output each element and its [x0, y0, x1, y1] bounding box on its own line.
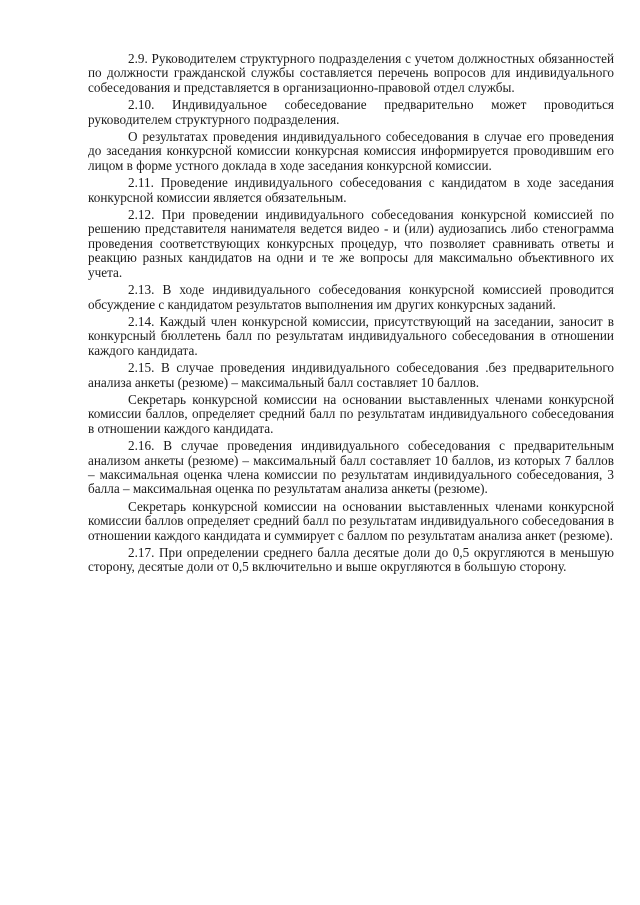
- paragraph-2-17: 2.17. При определении среднего балла десятые доли до 0,5 округляются в меньшую сторону, десятые доли от 0,5 включительно и выше округляются в большую сторону.: [88, 545, 614, 575]
- paragraph-2-10-results: О результатах проведения индивидуального собеседования в случае его проведения до заседания конкурсной комиссии конкурсная комиссия информируется проводившим его лицом в форме устного доклада в ходе заседания конкурсной комиссии.: [88, 129, 614, 173]
- paragraph-2-16: 2.16. В случае проведения индивидуального собеседования с предварительным анализом анкеты (резюме) – максимальный балл составляет 10 баллов, из которых 7 баллов – максимальная оценка члена комиссии по результатам индивидуального собеседования, 3 балла – максимальная оценка по результатам анализа анкеты (резюме).: [88, 438, 614, 497]
- paragraph-2-14: 2.14. Каждый член конкурсной комиссии, присутствующий на заседании, заносит в конкурсный бюллетень балл по результатам индивидуального собеседования в отношении каждого кандидата.: [88, 313, 614, 358]
- paragraph-2-11: 2.11. Проведение индивидуального собеседования с кандидатом в ходе заседания конкурсной комиссии является обязательным.: [88, 175, 614, 205]
- paragraph-2-10: 2.10. Индивидуальное собеседование предварительно может проводиться руководителем структурного подразделения.: [88, 97, 614, 127]
- paragraph-2-15-secretary: Секретарь конкурсной комиссии на основании выставленных членами конкурсной комиссии баллов, определяет средний балл по результатам индивидуального собеседования в отношении каждого кандидата.: [88, 391, 614, 436]
- paragraph-2-13: 2.13. В ходе индивидуального собеседования конкурсной комиссией проводится обсуждение с кандидатом результатов выполнения им других конкурсных заданий.: [88, 282, 614, 312]
- paragraph-2-15: 2.15. В случае проведения индивидуального собеседования .без предварительного анализа анкеты (резюме) – максимальный балл составляет 10 баллов.: [88, 360, 614, 390]
- paragraph-2-9: 2.9. Руководителем структурного подразделения с учетом должностных обязанностей по должности гражданской службы составляется перечень вопросов для индивидуального собеседования и представляется в организационно-правовой отдел службы.: [88, 51, 614, 95]
- paragraph-2-12: 2.12. При проведении индивидуального собеседования конкурсной комиссией по решению представителя нанимателя ведется видео - и (или) аудиозапись либо стенограмма проведения соответствующих конкурсных процедур, что позволяет сравнивать ответы и реакцию разных кандидатов на одни и те же вопросы для максимально объективного их учета.: [88, 207, 614, 280]
- paragraph-2-16-secretary: Секретарь конкурсной комиссии на основании выставленных членами конкурсной комиссии баллов определяет средний балл по результатам индивидуального собеседования в отношении каждого кандидата и суммирует с баллом по результатам анализа анкет (резюме).: [88, 498, 614, 543]
